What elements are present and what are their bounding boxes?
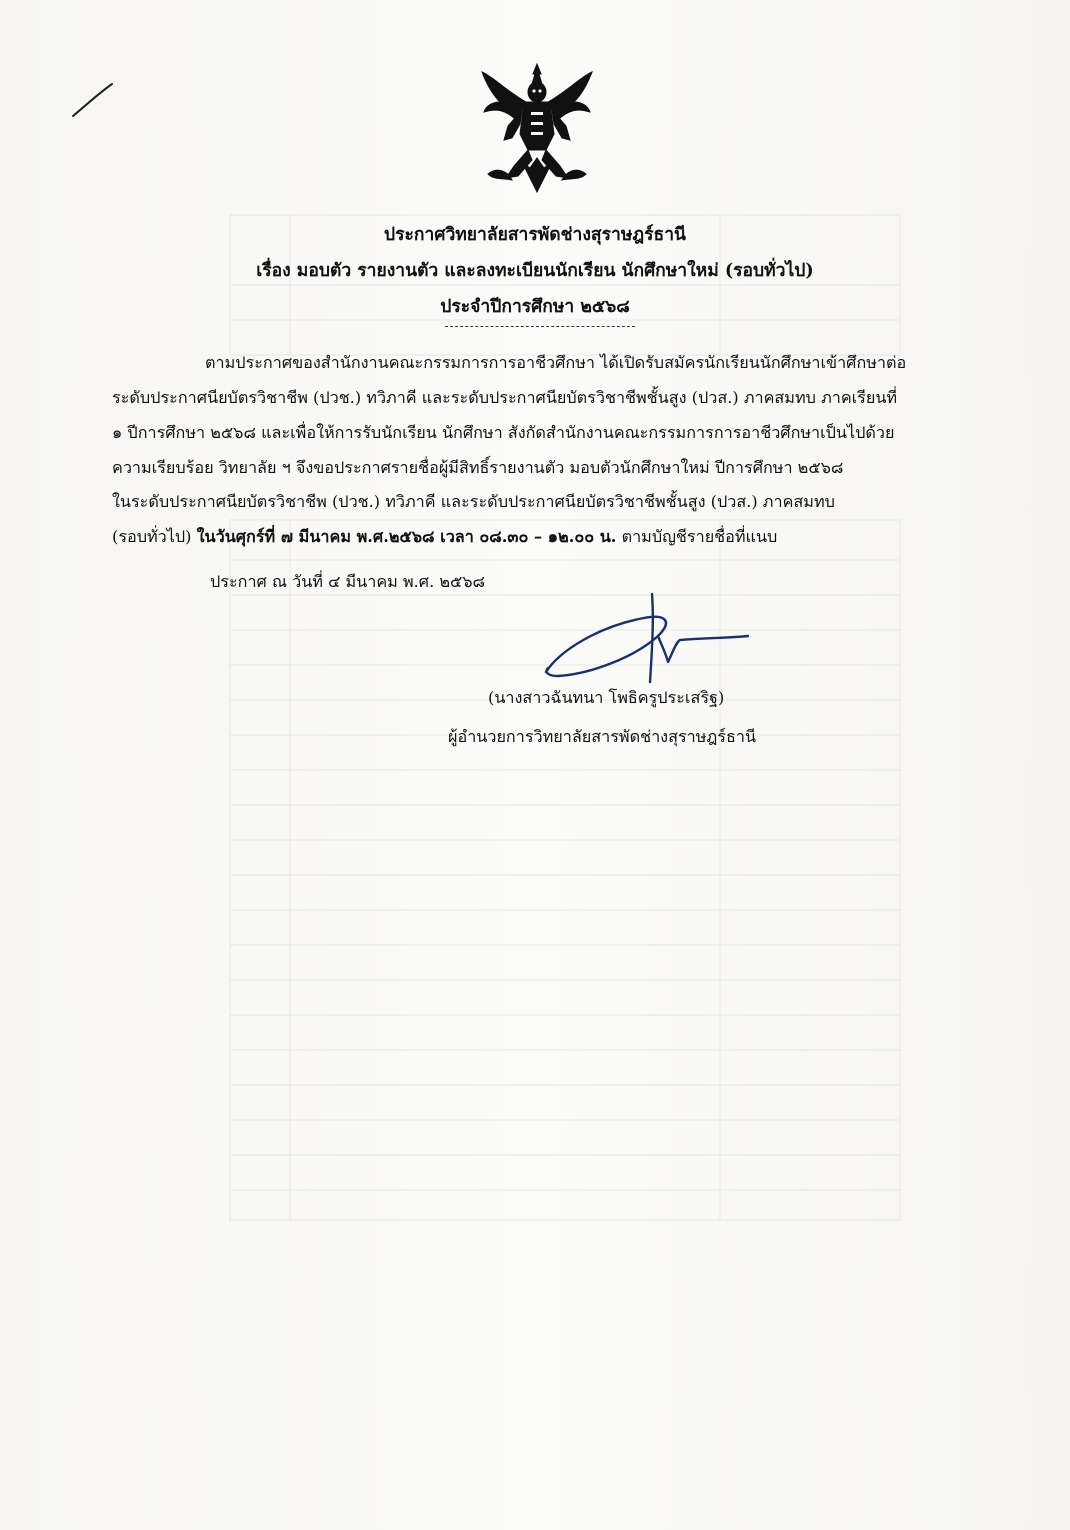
document-title: ประกาศวิทยาลัยสารพัดช่างสุราษฎร์ธานี: [384, 225, 686, 245]
pen-mark-icon: [70, 80, 120, 120]
heading-divider: [445, 326, 635, 327]
handwritten-signature-icon: [540, 590, 755, 685]
report-date-time: ในวันศุกร์ที่ ๗ มีนาคม พ.ศ.๒๕๖๘ เวลา ๐๘.๓๐ – ๑๒.๐๐ น.: [196, 527, 617, 546]
announcement-date: ประกาศ ณ วันที่ ๔ มีนาคม พ.ศ. ๒๕๖๘: [210, 572, 486, 591]
body-line-1: ตามประกาศของสำนักงานคณะกรรมการการอาชีวศึกษา ได้เปิดรับสมัครนักเรียนนักศึกษาเข้าศึกษาต่อ: [205, 353, 907, 372]
body-line-6-suffix: ตามบัญชีรายชื่อที่แนบ: [616, 527, 778, 546]
body-line-3: ๑ ปีการศึกษา ๒๕๖๘ และเพื่อให้การรับนักเรียน นักศึกษา สังกัดสำนักงานคณะกรรมการการอาชีวศึกษาเป็นไปด้วย: [112, 423, 895, 442]
garuda-emblem-icon: [478, 62, 596, 194]
signer-position: ผู้อำนวยการวิทยาลัยสารพัดช่างสุราษฎร์ธานี: [448, 727, 757, 746]
document-subject: เรื่อง มอบตัว รายงานตัว และลงทะเบียนนักเรียน นักศึกษาใหม่ (รอบทั่วไป): [256, 261, 814, 281]
body-line-4: ความเรียบร้อย วิทยาลัย ฯ จึงขอประกาศรายชื่อผู้มีสิทธิ์รายงานตัว มอบตัวนักศึกษาใหม่ ปีการศึกษา ๒๕๖๘: [112, 458, 844, 477]
body-line-6-prefix: (รอบทั่วไป): [112, 527, 197, 546]
academic-year-heading: ประจำปีการศึกษา ๒๕๖๘: [440, 297, 630, 317]
body-line-6: [112, 527, 777, 547]
signer-name: (นางสาวฉันทนา โพธิครูประเสริฐ): [488, 688, 725, 707]
body-line-2: ระดับประกาศนียบัตรวิชาชีพ (ปวช.) ทวิภาคี และระดับประกาศนียบัตรวิชาชีพชั้นสูง (ปวส.) ภาคสมทบ ภาคเรียนที่: [112, 388, 898, 407]
body-line-5: ในระดับประกาศนียบัตรวิชาชีพ (ปวช.) ทวิภาคี และระดับประกาศนียบัตรวิชาชีพชั้นสูง (ปวส.) ภาคสมทบ: [112, 492, 835, 511]
